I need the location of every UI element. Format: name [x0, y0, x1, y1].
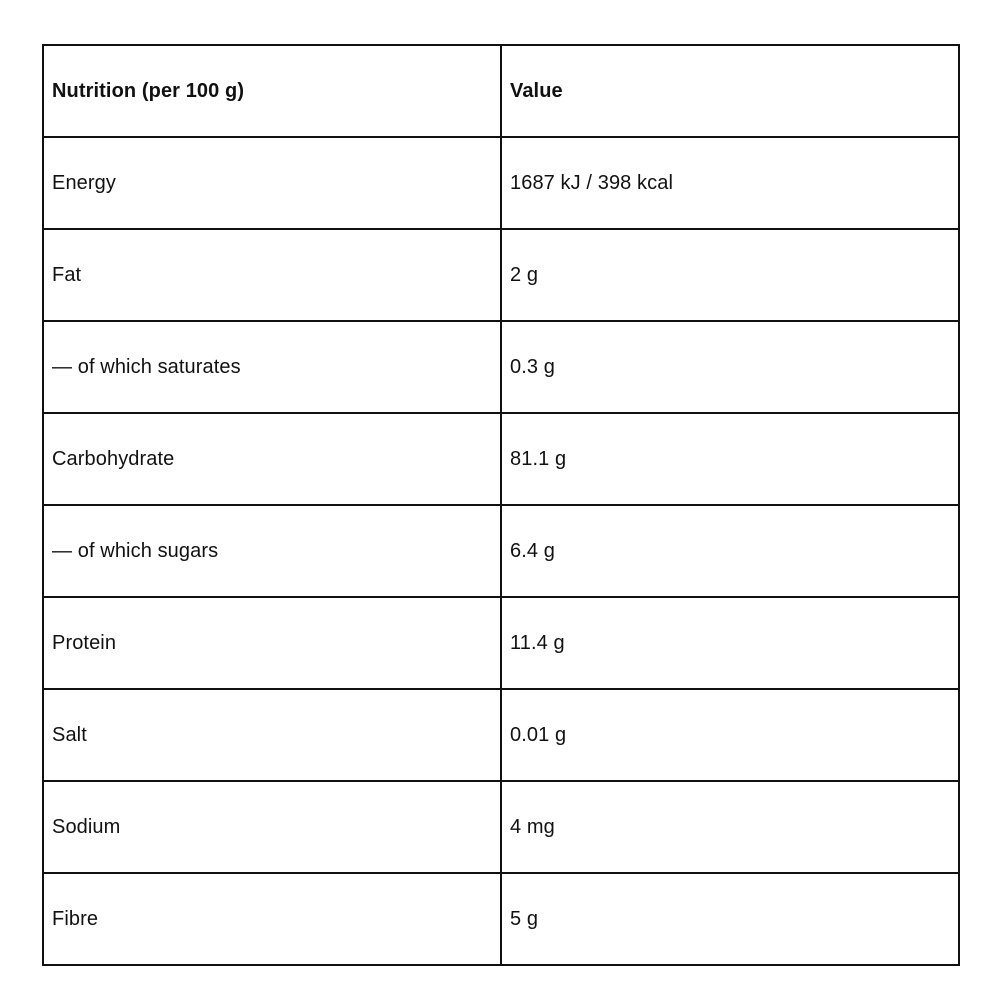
table-row [43, 505, 959, 597]
table-row [43, 689, 959, 781]
nutrient-cell: Sodium [43, 781, 501, 873]
nutrition-table [42, 44, 960, 966]
table-row [43, 137, 959, 229]
nutrient-cell: Fibre [43, 873, 501, 965]
table-row [43, 229, 959, 321]
nutrient-cell: Protein [43, 597, 501, 689]
nutrient-cell: Salt [43, 689, 501, 781]
value-cell: 81.1 g [501, 413, 959, 505]
value-cell: 11.4 g [501, 597, 959, 689]
value-cell: 4 mg [501, 781, 959, 873]
value-cell: 0.3 g [501, 321, 959, 413]
nutrient-cell: — of which sugars [43, 505, 501, 597]
nutrient-cell: Carbohydrate [43, 413, 501, 505]
table-row [43, 781, 959, 873]
header-value: Value [501, 45, 959, 137]
nutrition-table-container [42, 44, 958, 955]
nutrient-cell: — of which saturates [43, 321, 501, 413]
nutrient-cell: Fat [43, 229, 501, 321]
header-nutrient: Nutrition (per 100 g) [43, 45, 501, 137]
table-header-row [43, 45, 959, 137]
nutrient-cell: Energy [43, 137, 501, 229]
value-cell: 0.01 g [501, 689, 959, 781]
value-cell: 6.4 g [501, 505, 959, 597]
table-row [43, 873, 959, 965]
table-row [43, 413, 959, 505]
value-cell: 2 g [501, 229, 959, 321]
value-cell: 1687 kJ / 398 kcal [501, 137, 959, 229]
table-row [43, 321, 959, 413]
table-row [43, 597, 959, 689]
value-cell: 5 g [501, 873, 959, 965]
